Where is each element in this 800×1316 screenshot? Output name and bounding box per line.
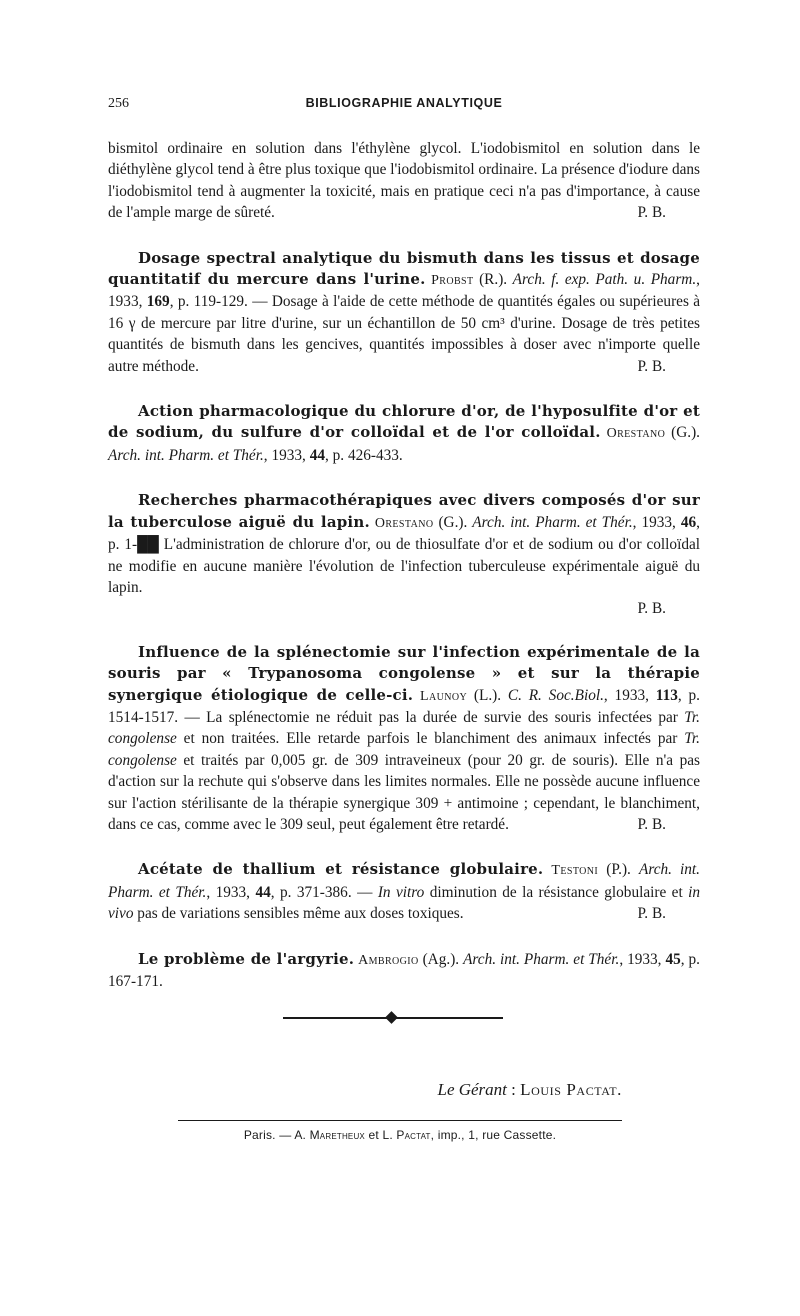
entry-year: , 1933, — [108, 271, 700, 311]
entry-volume: 44 — [309, 446, 325, 464]
entry-acetate-thallium — [108, 859, 700, 924]
entry-author-initial: (R.). — [479, 271, 508, 289]
entry-signature: P. B. — [637, 905, 666, 923]
entry-body: bismitol ordinaire en solution dans l'éthylène glycol. L'iodobismitol en solution dans le diéthylène glycol tend à être plus toxique que l'iodobismitol ordinaire. La présence d'iodure dans l'iodobismitol tend à augmenter la toxicité, mais en pratique ceci n'a pas d'importance, à cause de l'ample marge de sûreté. — [108, 140, 700, 222]
entry-pages: , p. 1- — [108, 513, 700, 554]
imprint-name: Maretheux — [309, 1128, 365, 1142]
page-number: 256 — [108, 96, 129, 111]
imprint-name: Pactat — [396, 1128, 431, 1142]
imprint-text: et L. — [364, 1128, 397, 1142]
entry-in-vitro: In vitro — [377, 883, 425, 901]
entry-title: Dosage spectral analytique du bismuth dans les tissus et dosage quantitatif du mercure dans l'urine. — [108, 248, 700, 289]
entry-body: et non traitées. Elle retarde parfois le blanchiment des animaux infectés par — [176, 730, 685, 748]
entry-body: diminution de la résistance globulaire et — [424, 883, 689, 901]
entry-journal: Arch. int. Pharm. et Thér. — [108, 446, 264, 464]
entry-volume: 113 — [655, 686, 678, 704]
entry-author: Probst — [431, 273, 474, 289]
entry-year: , 1933, — [619, 950, 662, 968]
entry-dosage-spectral — [108, 248, 700, 377]
entry-body: L'administration de chlorure d'or, ou de thiosulfate d'or et de sodium ou d'or colloïdal ne modifie en aucune manière l'évolution de l'infection tuberculeuse expérimentale aiguë du lapin. — [108, 536, 701, 596]
entry-journal: Arch. int. Pharm. et Thér. — [108, 861, 701, 901]
entry-species: Tr. congolense — [108, 730, 700, 769]
running-title: BIBLIOGRAPHIE ANALYTIQUE — [305, 96, 503, 110]
entry-probleme-argyrie — [108, 949, 700, 993]
ink-blot: ██ — [137, 536, 159, 554]
imprint-text: Paris. — A. — [243, 1128, 310, 1142]
imprint-text: , imp., 1, rue Cassette. — [430, 1128, 557, 1142]
entry-body: — La splénectomie ne réduit pas la durée de survie des souris infectées par — [184, 708, 685, 726]
entry-author-initial: (L.). — [473, 686, 502, 704]
entry-body: pas de variations sensibles même aux doses toxiques. — [133, 905, 464, 923]
footer-rule — [178, 1120, 622, 1121]
entry-body: et traités par 0,005 gr. de 309 intraveineux (pour 20 gr. de souris). Elle n'a pas d'action sur la rechute qui s'observe dans les limites normales. Elle ne possède aucune influence sur l'action stérilisante de la thérapie synergique 309 + antimoine ; cependant, le blanchiment, dans ce cas, comme avec le 309 seul, peut également être retardé. — [108, 751, 700, 833]
entry-pages: , p. 371-386. — [270, 883, 352, 901]
gerant-name: Louis Pactat. — [520, 1080, 622, 1099]
entry-volume: 46 — [680, 513, 697, 531]
entry-year: , 1933, — [206, 883, 251, 901]
page-body — [108, 96, 700, 992]
gerant-separator: : — [506, 1080, 521, 1099]
entry-signature: P. B. — [637, 600, 666, 618]
entry-title: Acétate de thallium et résistance globulaire. — [138, 860, 544, 879]
entry-author: Ambrogio — [358, 952, 419, 968]
entry-journal: Arch. int. Pharm. et Thér. — [463, 950, 620, 968]
entry-in-vivo: in vivo — [108, 883, 701, 923]
entry-author: Orestano — [606, 426, 666, 442]
page-header — [108, 96, 700, 120]
section-divider — [283, 1012, 503, 1024]
entry-species: Tr. congolense — [108, 708, 700, 748]
entry-author-initial: (G.). — [438, 513, 468, 531]
gerant-line — [437, 1080, 622, 1100]
entry-volume: 45 — [665, 950, 681, 968]
entry-journal: Arch. int. Pharm. et Thér. — [472, 513, 633, 531]
entry-year: , 1933, — [603, 686, 649, 704]
entry-author-initial: (G.). — [671, 424, 701, 442]
diamond-ornament-icon — [385, 1011, 398, 1024]
entry-journal: Arch. f. exp. Path. u. Pharm. — [512, 271, 697, 289]
entry-title: Recherches pharmacothérapiques avec divers composés d'or sur la tuberculose aiguë du lapin. — [108, 491, 700, 531]
entry-recherches-pharmacotherapiques — [108, 490, 700, 619]
entry-influence-splenectomie — [108, 642, 700, 836]
entry-continuation — [108, 138, 700, 224]
printer-imprint — [0, 1128, 800, 1142]
entry-journal: C. R. Soc.Biol. — [507, 686, 604, 704]
entry-year: , 1933, — [263, 446, 306, 464]
entry-signature: P. B. — [637, 204, 666, 222]
entry-signature: P. B. — [637, 815, 666, 833]
entry-pages: , p. 119-129. — [169, 293, 248, 311]
entry-author: Testoni — [551, 863, 599, 879]
entry-year: , 1933, — [632, 513, 676, 531]
gerant-label: Le Gérant — [437, 1080, 507, 1099]
entry-title: Influence de la splénectomie sur l'infection expérimentale de la souris par « Trypanosoma congolense » et sur la thérapie synergique étiologique de celle-ci. — [108, 642, 700, 704]
entry-volume: 169 — [146, 293, 170, 311]
entry-author: Launoy — [420, 688, 468, 704]
entry-volume: 44 — [255, 883, 271, 901]
entry-title: Action pharmacologique du chlorure d'or, de l'hyposulfite d'or et de sodium, du sulfure d'or colloïdal et de l'or colloïdal. — [108, 402, 700, 442]
entry-pages: , p. 167-171. — [108, 950, 700, 990]
entry-pages: , p. 426-433. — [325, 446, 403, 464]
entry-body: — — [357, 883, 378, 901]
entry-action-pharmacologique — [108, 401, 700, 466]
entry-author-initial: (Ag.). — [422, 950, 460, 968]
entry-pages: , p. 1514-1517. — [108, 686, 701, 726]
entry-author: Orestano — [374, 515, 434, 531]
entry-title: Le problème de l'argyrie. — [138, 949, 355, 968]
entry-author-initial: (P.). — [606, 861, 631, 879]
entry-signature: P. B. — [637, 357, 666, 375]
entry-body: — Dosage à l'aide de cette méthode de quantités égales ou supérieures à 16 γ de mercure par litre d'urine, sur un échantillon de 50 cm³ d'urine. Dosage de très petites quantités de bismuth dans les gencives, quantités impossibles à doser avec n'importe quelle autre méthode. — [108, 293, 701, 375]
